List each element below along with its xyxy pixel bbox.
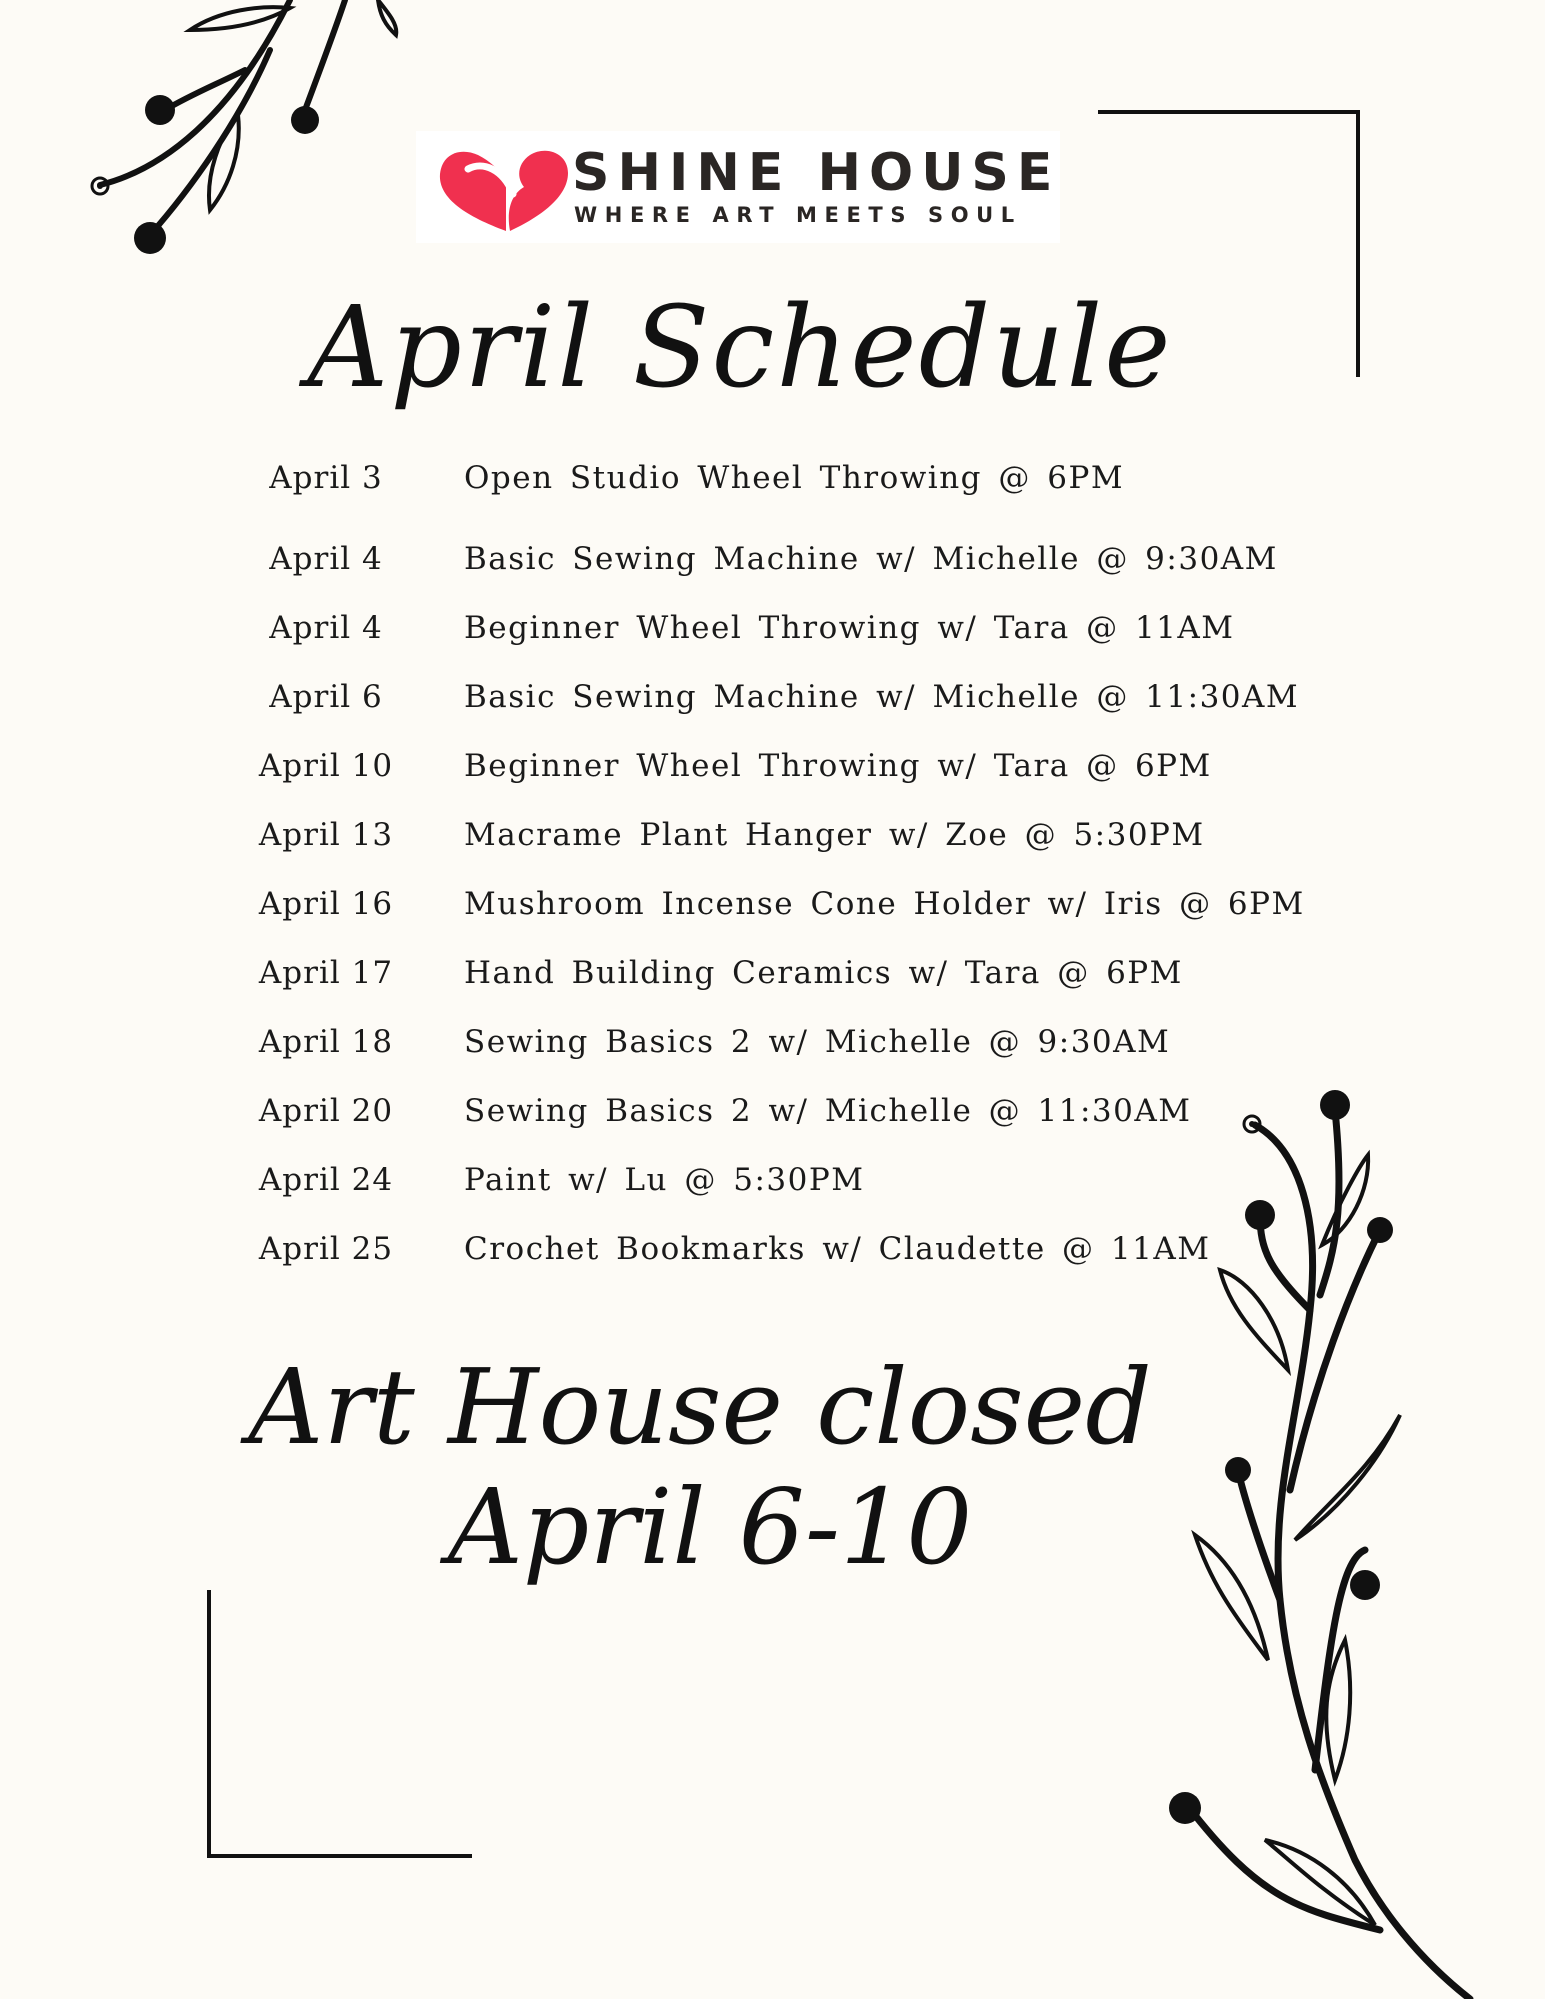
schedule-date: April 18 <box>258 1024 394 1060</box>
schedule-date: April 17 <box>258 955 394 991</box>
schedule-date: April 25 <box>258 1231 394 1267</box>
schedule-date: April 13 <box>258 817 394 853</box>
schedule-event: Beginner Wheel Throwing w/ Tara @ 11AM <box>464 610 1235 646</box>
schedule-event: Crochet Bookmarks w/ Claudette @ 11AM <box>464 1231 1211 1267</box>
schedule-date: April 4 <box>269 541 383 577</box>
heart-logo-icon <box>428 139 578 239</box>
schedule-date: April 24 <box>258 1162 394 1198</box>
schedule-date: April 6 <box>269 679 383 715</box>
schedule-row <box>0 460 1545 510</box>
schedule-event: Basic Sewing Machine w/ Michelle @ 9:30AM <box>464 541 1278 577</box>
schedule-date: April 4 <box>269 610 383 646</box>
schedule-event: Macrame Plant Hanger w/ Zoe @ 5:30PM <box>464 817 1205 853</box>
schedule-row <box>0 1093 1545 1143</box>
schedule-event: Hand Building Ceramics w/ Tara @ 6PM <box>464 955 1183 991</box>
schedule-event: Sewing Basics 2 w/ Michelle @ 9:30AM <box>464 1024 1171 1060</box>
schedule-date: April 3 <box>269 460 383 496</box>
leaf-sprig-bottom-right-icon <box>1140 1080 1545 1999</box>
closure-notice: Art House closed <box>248 1346 1152 1468</box>
schedule-row <box>0 610 1545 660</box>
logo-tagline: WHERE ART MEETS SOUL <box>574 203 1022 227</box>
schedule-row <box>0 748 1545 798</box>
schedule-row <box>0 541 1545 591</box>
schedule-event: Beginner Wheel Throwing w/ Tara @ 6PM <box>464 748 1212 784</box>
schedule-row <box>0 679 1545 729</box>
schedule-event: Paint w/ Lu @ 5:30PM <box>464 1162 865 1198</box>
shine-house-logo <box>416 131 1060 243</box>
schedule-date: April 10 <box>258 748 394 784</box>
closure-dates: April 6-10 <box>447 1466 973 1588</box>
schedule-row <box>0 1162 1545 1212</box>
leaf-sprig-top-left-icon <box>0 0 420 270</box>
page-title: April Schedule <box>307 283 1173 413</box>
schedule-row <box>0 955 1545 1005</box>
schedule-event: Mushroom Incense Cone Holder w/ Iris @ 6PM <box>464 886 1305 922</box>
schedule-row <box>0 817 1545 867</box>
corner-frame-bottom-left <box>207 1590 472 1858</box>
schedule-row <box>0 886 1545 936</box>
schedule-row <box>0 1231 1545 1281</box>
schedule-row <box>0 1024 1545 1074</box>
schedule-event: Basic Sewing Machine w/ Michelle @ 11:30AM <box>464 679 1300 715</box>
schedule-event: Sewing Basics 2 w/ Michelle @ 11:30AM <box>464 1093 1192 1129</box>
schedule-event: Open Studio Wheel Throwing @ 6PM <box>464 460 1125 496</box>
schedule-date: April 16 <box>258 886 394 922</box>
logo-name: SHINE HOUSE <box>572 143 1061 203</box>
schedule-date: April 20 <box>258 1093 394 1129</box>
